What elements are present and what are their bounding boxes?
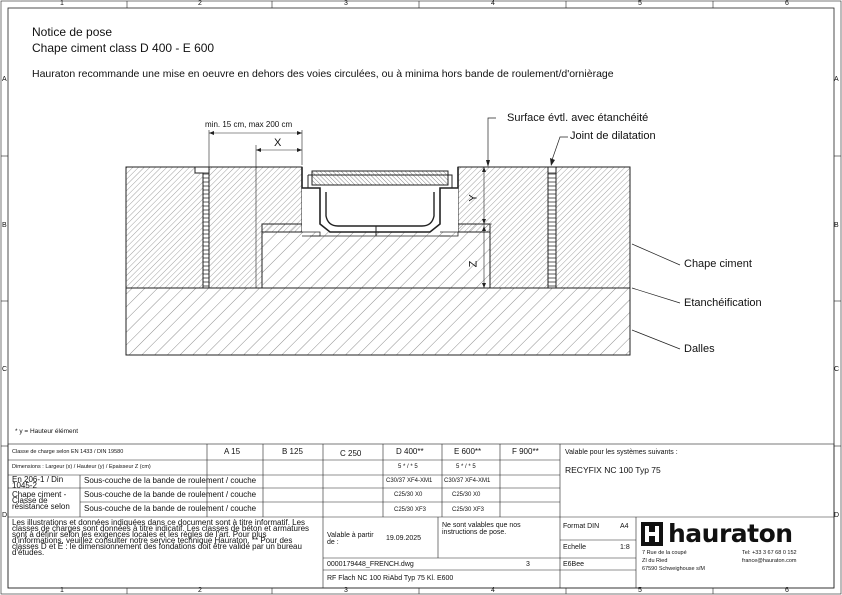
concrete-class: C30/37 XF4-XM1 [386, 478, 433, 484]
concrete-class: C25/30 X0 [452, 492, 481, 498]
valid-systems-title: Valable pour les systèmes suivants : [565, 449, 678, 456]
address-line: ZI du Ried [642, 558, 668, 564]
row-letter: A [2, 76, 7, 83]
leader-chape [632, 244, 680, 265]
format-value: A4 [620, 523, 629, 530]
layer-description: Sous-couche de la bande de roulement / couche [84, 490, 257, 499]
callout-chape: Chape ciment [684, 258, 752, 270]
row-letter: C [834, 366, 840, 373]
row-letter: A [834, 76, 839, 83]
dimension-z: Z [467, 260, 480, 268]
col-number: 5 [638, 0, 642, 7]
address-line: 67590 Schweighouse s/M [642, 566, 705, 572]
format-label: Format DIN [563, 523, 600, 530]
col-number: 4 [491, 587, 495, 594]
scale-value: 1:8 [620, 544, 630, 551]
instructions-note: Ne sont valables que nos instructions de pose. [442, 522, 521, 536]
row-letter: C [2, 366, 8, 373]
row-letter: B [2, 222, 7, 229]
leader-dalles [632, 330, 680, 349]
callout-joint: Joint de dilatation [570, 130, 656, 142]
dimension-value: 5 * / * 5 [398, 464, 418, 470]
hauraton-logo: hauraton [668, 519, 793, 548]
load-class-cell: D 400** [396, 447, 424, 456]
drawing-code: E6Bee [563, 561, 585, 568]
row-label-dimensions: Dimensions : Largeur (x) / Hauteur (y) / Epaisseur Z (cm) [12, 464, 151, 470]
valid-system: RECYFIX NC 100 Typ 75 [565, 465, 661, 475]
page-title: Notice de pose [32, 25, 113, 39]
row-letter: B [834, 222, 839, 229]
valid-from-date: 19.09.2025 [386, 535, 422, 542]
col-number: 4 [491, 0, 495, 7]
dimension-value: 5 * / * 5 [456, 464, 476, 470]
chape-left [126, 167, 203, 288]
callout-dalles: Dalles [684, 343, 715, 355]
file-name: 0000179448_FRENCH.dwg [327, 561, 414, 568]
concrete-class: C25/30 XF3 [394, 507, 427, 513]
expansion-joint-right [548, 173, 556, 288]
dimension-min-max: min. 15 cm, max 200 cm [205, 120, 293, 129]
row-letter: D [834, 512, 840, 519]
email: france@hauraton.com [742, 558, 797, 564]
chape-right [556, 167, 630, 288]
callout-etancheification: Etanchéification [684, 297, 762, 309]
col-number: 2 [198, 0, 202, 7]
hauraton-logo-mark [641, 522, 663, 546]
col-number: 5 [638, 587, 642, 594]
dimension-y: Y [467, 194, 480, 202]
page-subtitle: Chape ciment class D 400 - E 600 [32, 41, 215, 55]
col-number: 1 [60, 0, 64, 7]
layer-description: Sous-couche de la bande de roulement / couche [84, 504, 257, 513]
row-label-strength: Chape ciment - Classe de résistance selon [12, 490, 70, 511]
drawing-title: RF Flach NC 100 RiAbd Typ 75 Kl. E600 [327, 575, 454, 582]
col-number: 3 [344, 0, 348, 7]
col-number: 6 [785, 0, 789, 7]
row-label-standard: En 206-1 / Din 1045-2 [12, 475, 64, 490]
col-number: 2 [198, 587, 202, 594]
recommendation-text: Hauraton recommande une mise en oeuvre en dehors des voies circulées, ou à minima hors bande de roulement/d'ornièrage [32, 68, 614, 80]
load-class-cell: A 15 [224, 447, 241, 456]
dimension-x: X [274, 137, 282, 149]
grating [312, 171, 448, 185]
col-number: 3 [344, 587, 348, 594]
address-line: 7 Rue de la coupé [642, 550, 687, 556]
scale-label: Echelle [563, 544, 586, 551]
leader-surface [488, 118, 496, 162]
leader-joint [552, 137, 568, 160]
col-number: 6 [785, 587, 789, 594]
row-label-load-class: Classe de charge selon EN 1433 / DIN 19580 [12, 449, 124, 455]
load-class-cell: E 600** [454, 447, 482, 456]
row-letter: D [2, 512, 8, 519]
concrete-class: C25/30 XF3 [452, 507, 485, 513]
load-class-cell: B 125 [282, 447, 303, 456]
expansion-joint-left [203, 173, 209, 288]
legal-notes: Les illustrations et données indiquées dans ce document sont à titre informatif. Les classes de charges sont données à titre indicatif. Les classes de béton et armatures sont à définir selon les exigences locales et les règles de l'art. Pour plus d'informations, veuillez consulter notre service technique Hauraton. ** Pour des classes D et E : le dimensionnement des fondations doit être validé par un bureau d'études. [12, 518, 310, 557]
concrete-class: C25/30 X0 [394, 492, 423, 498]
layer-description: Sous-couche de la bande de roulement / couche [84, 476, 257, 485]
dalles-slab [126, 288, 630, 355]
file-revision: 3 [526, 561, 530, 568]
concrete-class: C30/37 XF4-XM1 [444, 478, 491, 484]
valid-from-label: Valable à partir de : [327, 532, 374, 546]
callout-surface: Surface évtl. avec étanchéité [507, 112, 649, 124]
load-class-cell: C 250 [340, 449, 362, 458]
col-number: 1 [60, 587, 64, 594]
load-class-cell: F 900** [512, 447, 539, 456]
phone: Tel: +33 3 67 68 0 152 [742, 550, 797, 556]
footnote: * y = Hauteur élément [15, 428, 79, 435]
leader-etanch [632, 288, 680, 303]
